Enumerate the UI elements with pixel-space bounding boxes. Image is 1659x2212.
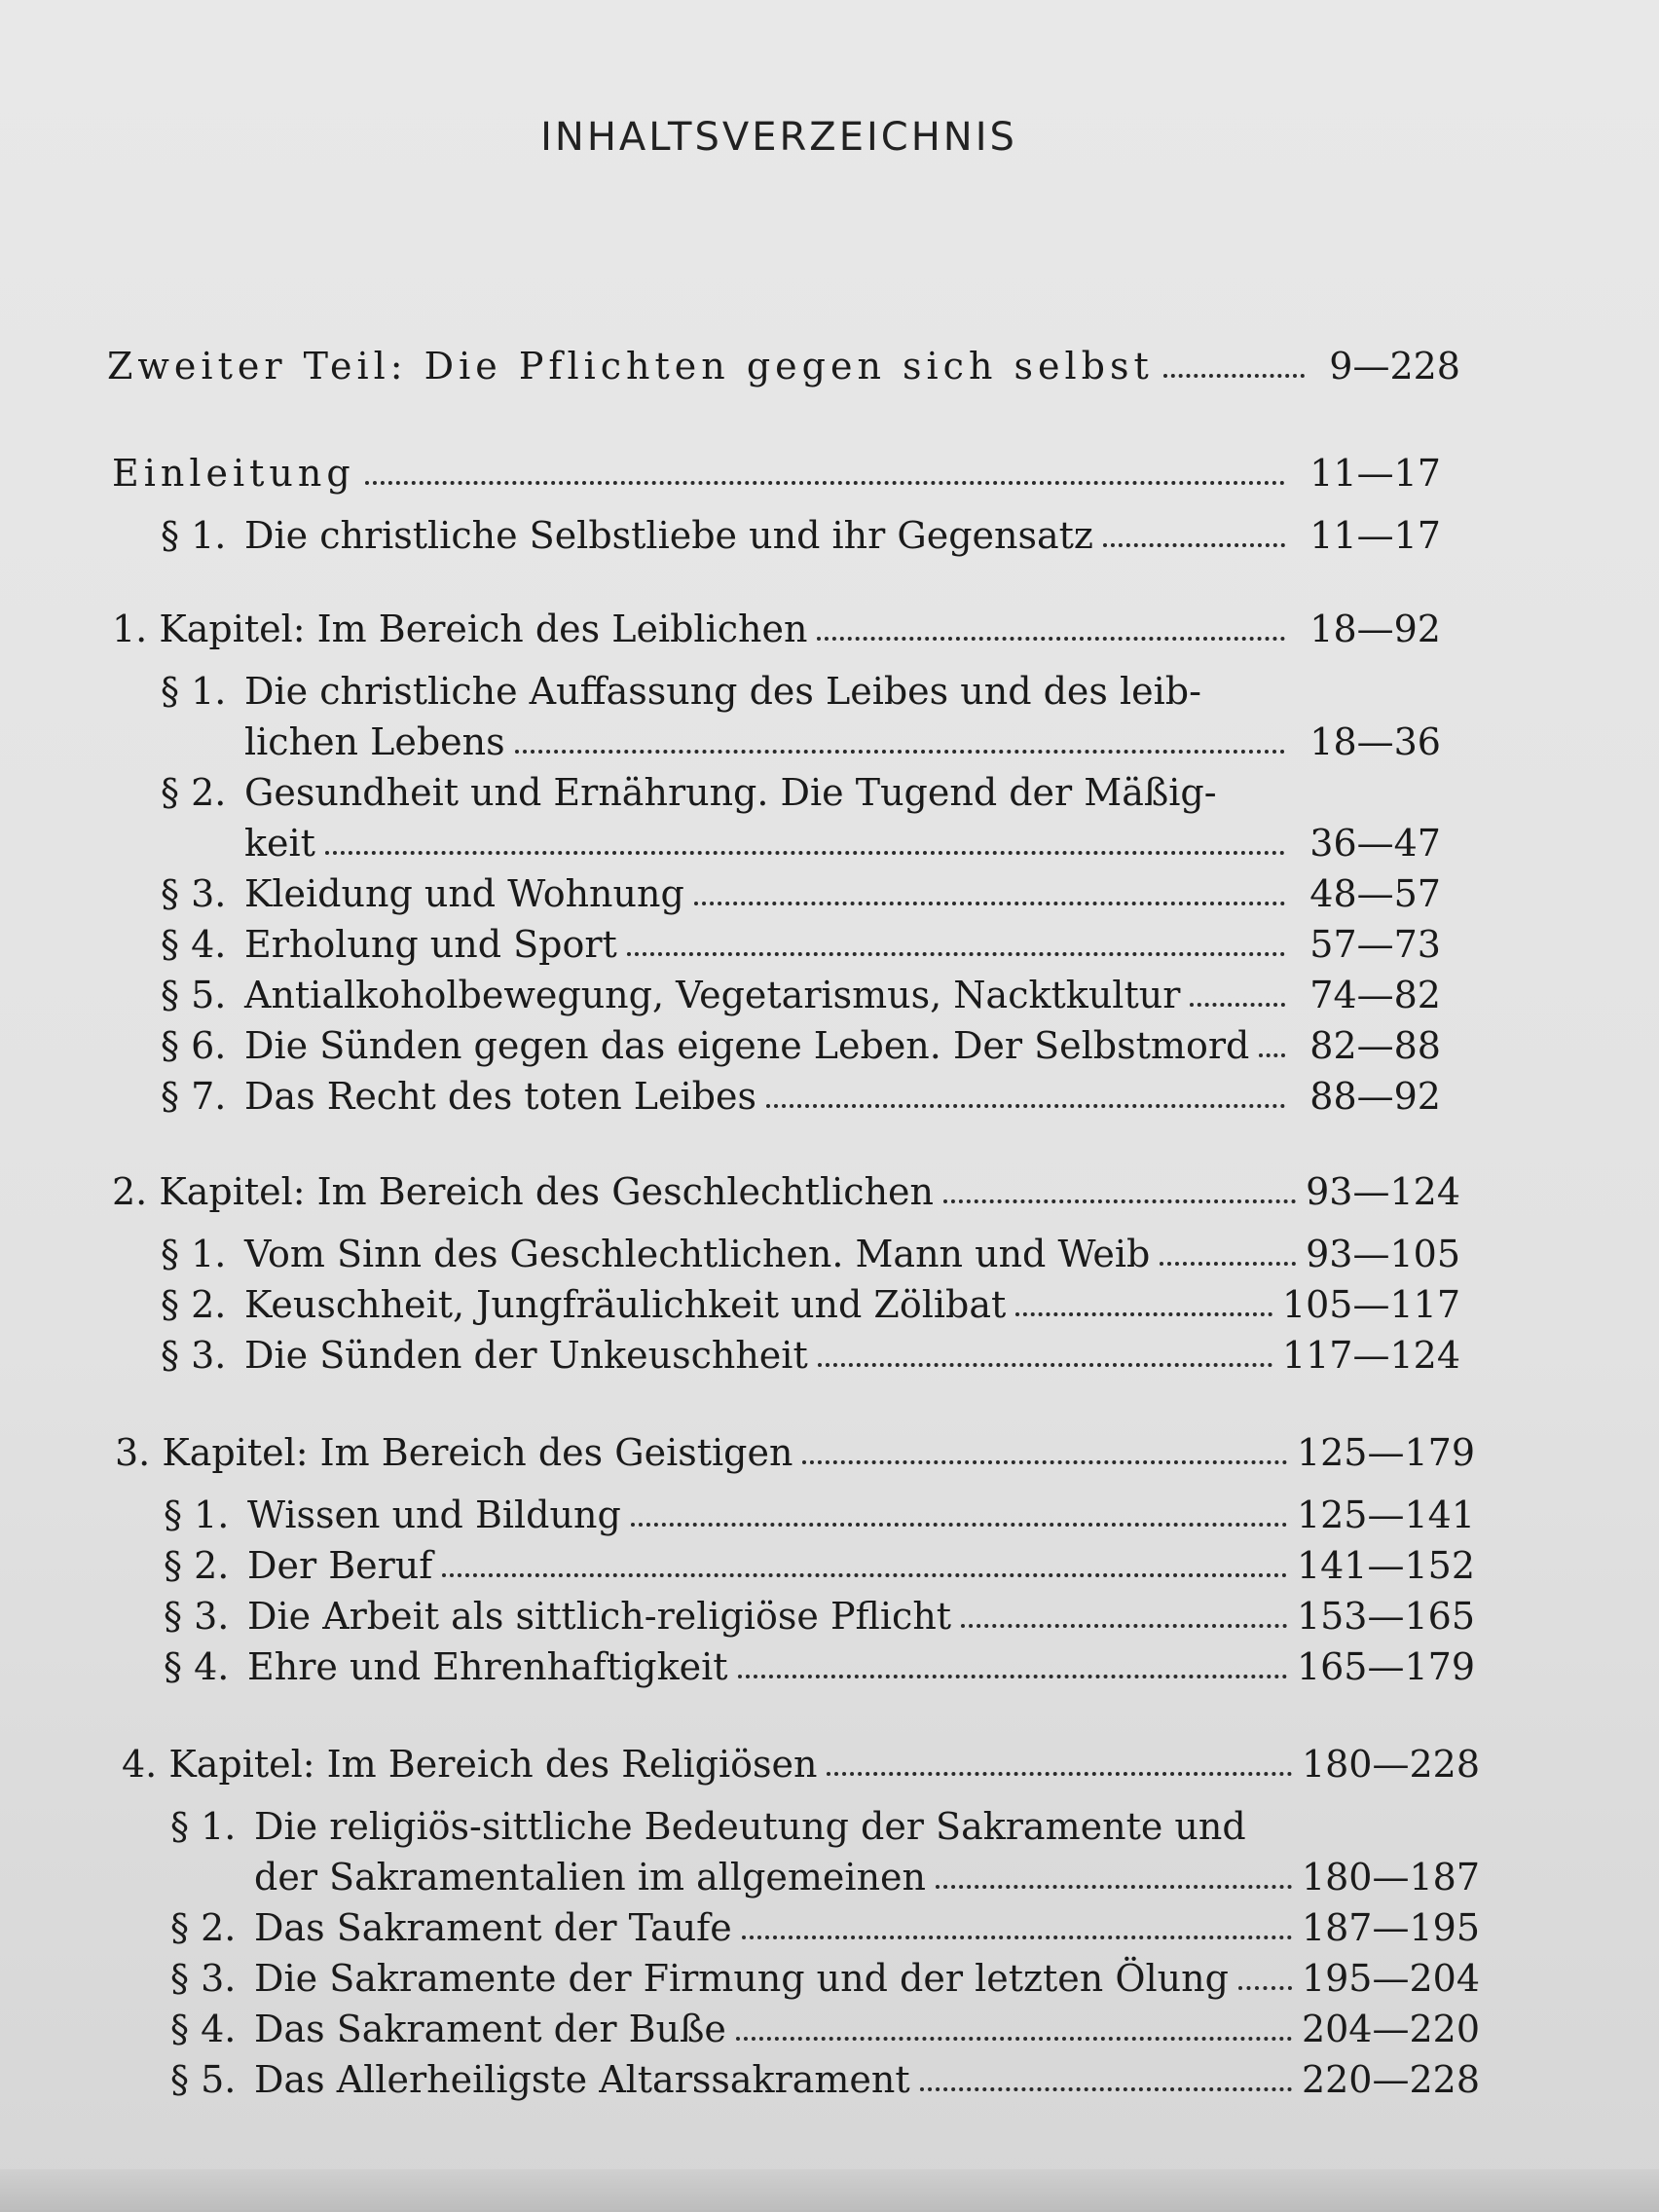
section-pages: 57—73 — [1309, 923, 1441, 966]
section-number: § 6. — [161, 1024, 227, 1067]
section-label: § 2. Gesundheit und Ernährung. Die Tugend der Mäßig- — [161, 771, 1217, 814]
section-label: § 1. Vom Sinn des Geschlechtlichen. Mann und Weib — [161, 1233, 1151, 1275]
section-pages: 36—47 — [1309, 822, 1441, 865]
leader-dots — [1190, 1003, 1285, 1007]
section-label: § 1. Die christliche Selbstliebe und ihr Gegensatz — [161, 514, 1093, 557]
chapter-label: 4. Kapitel: Im Bereich des Religiösen — [122, 1743, 818, 1786]
leader-dots — [1015, 1312, 1272, 1316]
toc-section-entry — [244, 719, 1441, 765]
section-pages: 105—117 — [1281, 1283, 1460, 1326]
leader-dots — [631, 1523, 1287, 1527]
section-number: § 1. — [170, 1805, 237, 1848]
toc-section-entry — [161, 512, 1441, 559]
toc-section-entry — [170, 2006, 1480, 2052]
chapter-pages: 125—179 — [1296, 1431, 1475, 1474]
section-label: § 1. Die religiös-sittliche Bedeutung der Sakramente und — [170, 1805, 1246, 1848]
section-label: § 3. Die Sakramente der Firmung und der letzten Ölung — [170, 1957, 1229, 2000]
toc-section-entry — [161, 870, 1441, 917]
chapter-pages: 180—228 — [1301, 1743, 1480, 1786]
section-number: § 1. — [161, 1233, 227, 1275]
section-number: § 2. — [170, 1906, 237, 1949]
page-bottom-edge — [0, 2169, 1659, 2212]
leader-dots — [936, 1885, 1292, 1889]
section-pages: 18—36 — [1309, 720, 1441, 763]
section-pages: 180—187 — [1301, 1856, 1480, 1899]
toc-section-entry — [161, 1231, 1460, 1277]
toc-chapter-entry — [112, 1168, 1460, 1215]
chapter-label: 3. Kapitel: Im Bereich des Geistigen — [115, 1431, 793, 1474]
section-number: § 3. — [161, 872, 227, 915]
leader-dots — [515, 750, 1285, 754]
section-label: § 3. Kleidung und Wohnung — [161, 872, 684, 915]
section-number: § 3. — [170, 1957, 237, 2000]
toc-section-entry — [164, 1643, 1475, 1690]
section-number: § 4. — [161, 923, 227, 966]
section-number: § 4. — [164, 1645, 230, 1688]
toc-section-entry — [161, 1073, 1441, 1120]
leader-dots — [325, 851, 1285, 855]
leader-dots — [920, 2087, 1292, 2091]
section-label: § 4. Erholung und Sport — [161, 923, 617, 966]
toc-section-entry — [164, 1542, 1475, 1589]
leader-dots — [802, 1460, 1287, 1464]
section-pages: 153—165 — [1296, 1595, 1475, 1638]
leader-dots — [736, 2037, 1292, 2041]
section-pages: 74—82 — [1309, 974, 1441, 1016]
toc-section-entry — [161, 1332, 1460, 1379]
section-number: § 1. — [161, 514, 227, 557]
section-label: § 1. Die christliche Auffassung des Leibes und des leib- — [161, 670, 1201, 713]
section-pages: 195—204 — [1301, 1957, 1480, 2000]
section-pages: 165—179 — [1296, 1645, 1475, 1688]
toc-section-entry — [254, 1854, 1480, 1900]
chapter-label: 1. Kapitel: Im Bereich des Leiblichen — [112, 608, 808, 650]
section-number: § 5. — [170, 2058, 237, 2101]
section-pages: 93—105 — [1306, 1233, 1460, 1275]
toc-section-entry — [170, 1904, 1480, 1951]
section-number: § 1. — [161, 670, 227, 713]
toc-section-entry — [170, 2056, 1480, 2103]
section-label: § 5. Das Allerheiligste Altarssakrament — [170, 2058, 910, 2101]
section-number: § 1. — [164, 1493, 230, 1536]
toc-chapter-entry — [115, 1429, 1475, 1476]
toc-chapter-entry — [122, 1741, 1480, 1788]
toc-section-entry — [244, 820, 1441, 866]
toc-section-entry — [161, 1281, 1460, 1328]
leader-dots — [742, 1936, 1292, 1939]
leader-dots — [694, 902, 1285, 905]
section-pages: 220—228 — [1301, 2058, 1480, 2101]
section-label: § 3. Die Sünden der Unkeuschheit — [161, 1334, 808, 1377]
section-pages: 204—220 — [1301, 2008, 1480, 2050]
section-pages: 48—57 — [1309, 872, 1441, 915]
section-label: § 7. Das Recht des toten Leibes — [161, 1075, 756, 1118]
leader-dots — [818, 1363, 1272, 1367]
toc-intro-entry — [112, 450, 1441, 497]
chapter-pages: 93—124 — [1306, 1170, 1460, 1213]
section-label: § 2. Der Beruf — [164, 1544, 433, 1587]
part-label: Zweiter Teil: Die Pflichten gegen sich selbst — [107, 345, 1154, 387]
toc-section-entry — [161, 1022, 1441, 1069]
section-number: § 2. — [161, 1283, 227, 1326]
leader-dots — [827, 1772, 1291, 1776]
section-number: § 2. — [161, 771, 227, 814]
leader-dots — [961, 1624, 1287, 1628]
section-number: § 5. — [161, 974, 227, 1016]
section-label-cont: lichen Lebens — [244, 720, 505, 763]
section-label: § 4. Ehre und Ehrenhaftigkeit — [164, 1645, 728, 1688]
leader-dots — [766, 1104, 1285, 1108]
section-label: § 6. Die Sünden gegen das eigene Leben. Der Selbstmord — [161, 1024, 1250, 1067]
page-title: INHALTSVERZEICHNIS — [540, 115, 1017, 160]
section-pages: 125—141 — [1296, 1493, 1475, 1536]
intro-pages: 11—17 — [1309, 452, 1441, 495]
section-label-cont: der Sakramentalien im allgemeinen — [254, 1856, 927, 1899]
leader-dots — [442, 1573, 1287, 1577]
section-number: § 2. — [164, 1544, 230, 1587]
toc-section-entry — [161, 972, 1441, 1018]
leader-dots — [365, 481, 1285, 485]
intro-label: Einleitung — [112, 452, 355, 495]
section-label: § 2. Keuschheit, Jungfräulichkeit und Zölibat — [161, 1283, 1007, 1326]
section-pages: 11—17 — [1309, 514, 1441, 557]
leader-dots — [1259, 1053, 1285, 1057]
section-number: § 3. — [164, 1595, 230, 1638]
section-pages: 187—195 — [1301, 1906, 1480, 1949]
leader-dots — [627, 952, 1285, 956]
leader-dots — [1238, 1986, 1292, 1990]
section-number: § 7. — [161, 1075, 227, 1118]
section-number: § 4. — [170, 2008, 237, 2050]
leader-dots — [817, 637, 1285, 641]
section-label: § 4. Das Sakrament der Buße — [170, 2008, 726, 2050]
leader-dots — [738, 1675, 1287, 1678]
section-number: § 3. — [161, 1334, 227, 1377]
toc-section-entry — [164, 1492, 1475, 1538]
section-pages: 141—152 — [1296, 1544, 1475, 1587]
part-pages: 9—228 — [1329, 345, 1460, 387]
section-label: § 1. Wissen und Bildung — [164, 1493, 621, 1536]
section-pages: 117—124 — [1281, 1334, 1460, 1377]
leader-dots — [1103, 543, 1285, 547]
chapter-pages: 18—92 — [1309, 608, 1441, 650]
toc-section-entry — [161, 921, 1441, 968]
section-label: § 3. Die Arbeit als sittlich-religiöse Pflicht — [164, 1595, 952, 1638]
section-pages: 82—88 — [1309, 1024, 1441, 1067]
chapter-label: 2. Kapitel: Im Bereich des Geschlechtlichen — [112, 1170, 935, 1213]
toc-part-entry — [107, 343, 1460, 389]
leader-dots — [943, 1199, 1296, 1203]
section-label-cont: keit — [244, 822, 315, 865]
section-pages: 88—92 — [1309, 1075, 1441, 1118]
toc-section-entry — [164, 1593, 1475, 1640]
leader-dots — [1163, 374, 1305, 378]
toc-section-entry — [170, 1955, 1480, 2002]
toc-chapter-entry — [112, 606, 1441, 652]
leader-dots — [1160, 1262, 1296, 1266]
section-label: § 5. Antialkoholbewegung, Vegetarismus, Nacktkultur — [161, 974, 1181, 1016]
section-label: § 2. Das Sakrament der Taufe — [170, 1906, 732, 1949]
